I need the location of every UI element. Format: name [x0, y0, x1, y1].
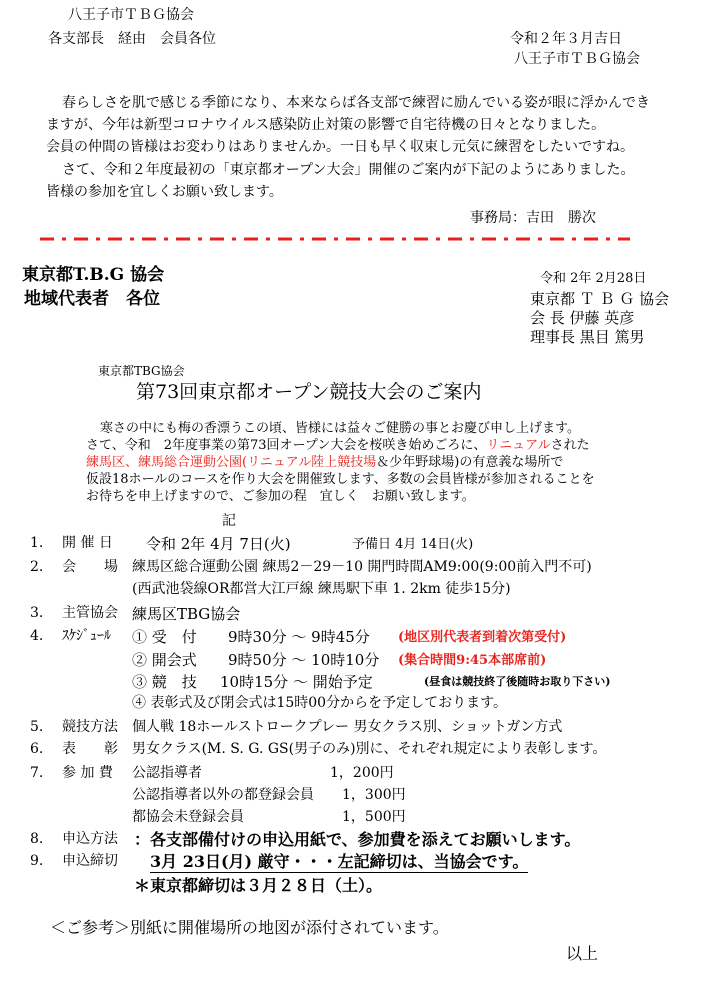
notice-para-line	[86, 437, 590, 454]
item-3	[0, 604, 704, 624]
cut-line-divider	[40, 236, 630, 242]
notice-director: 理事長 黒目 篤男	[530, 328, 645, 346]
item-number: 8.	[30, 831, 44, 847]
item-value: 男女クラス(M. S. G. GS(男子のみ)別に、それぞれ規定により表彰します。	[132, 741, 607, 757]
schedule-note: (昼食は競技終了後随時お取り下さい)	[424, 675, 611, 688]
item-value: 練馬区TBG協会	[132, 605, 241, 623]
fee-value: 1，200円	[330, 765, 394, 781]
schedule-time: 9時30分 ～ 9時45分	[228, 628, 370, 646]
item-5	[0, 718, 704, 738]
schedule-time: 10時15分 ～ 開始予定	[220, 673, 373, 691]
item-number: 6.	[30, 741, 44, 757]
item-label: 参 加 費	[62, 765, 113, 781]
schedule-note: (地区別代表者到着次第受付)	[398, 630, 567, 645]
schedule-row-2	[0, 650, 704, 670]
closing-ijo: 以上	[566, 944, 599, 963]
cover-body-line: ますが、今年は新型コロナウイルス感染防止対策の影響で自宅待機の日々となりました。	[46, 117, 606, 133]
schedule-label: ③ 競 技	[132, 673, 197, 691]
cover-date: 令和２年３月吉日	[510, 31, 622, 47]
cover-body-line: さて、令和２年度最初の「東京都オープン大会」開催のご案内が下記のようにありました。	[62, 162, 635, 178]
notice-addressee-1: 東京都T.B.G 協会	[22, 265, 165, 285]
item-number: 5.	[30, 719, 44, 735]
notice-para-line: 仮設18ホールのコースを作り大会を開催致します、多数の会員皆様が参加されることを	[86, 472, 595, 487]
reference-note: ＜ご参考＞別紙に開催場所の地図が添付されています。	[50, 918, 449, 937]
schedule-note: (集合時間9:45本部席前)	[398, 653, 547, 668]
schedule-time: 9時50分 ～ 10時10分	[228, 651, 380, 669]
notice-para-line	[86, 454, 563, 471]
para-text: ＆少年野球場)の有意義な場所で	[376, 455, 564, 470]
item-label: 申込方法	[62, 831, 118, 847]
item-number: 4.	[30, 628, 44, 644]
notice-date: 令和 2年 2月28日	[540, 271, 647, 286]
item-4	[0, 627, 704, 647]
cover-body-line: 会員の仲間の皆様はお変わりはありませんか。一日も早く収束し元気に練習をしたいですね。	[46, 139, 634, 155]
notice-para-line: 寒さの中にも梅の香漂うこの頃、皆様には益々ご健勝の事とお慶び申し上げます。	[100, 421, 580, 436]
fee-label: 公認指導者	[132, 765, 202, 781]
item-7	[0, 764, 704, 784]
item-label: 会 場	[62, 559, 118, 575]
item-value: ：各支部備付けの申込用紙で、参加費を添えてお願いします。	[134, 830, 581, 849]
secretariat: 事務局：吉田 勝次	[470, 210, 596, 226]
item-2-access: (西武池袋線OR都営大江戸線 練馬駅下車 1. 2km 徒歩15分)	[132, 581, 511, 597]
notice-org: 東京都 Ｔ Ｂ Ｇ 協会	[530, 290, 670, 308]
item-label: 申込締切	[62, 853, 118, 869]
fee-label: 都協会未登録会員	[132, 809, 244, 825]
addressee: 各支部長 経由 会員各位	[48, 31, 216, 47]
item-label: 表 彰	[62, 741, 118, 757]
item-label: 競技方法	[62, 719, 118, 735]
item-number: 3.	[30, 605, 44, 621]
item-value: 練馬区総合運動公園 練馬2－29－10 開門時間AM9:00(9:00前入門不可)	[132, 559, 592, 575]
para-text: された	[550, 438, 590, 453]
item-1	[0, 534, 704, 554]
cover-body-line: 皆様の参加を宜しくお願い致します。	[46, 184, 283, 200]
notice-president: 会 長 伊藤 英彦	[530, 309, 635, 327]
item-number: 7.	[30, 765, 44, 781]
from-org: 八王子市ＴＢＧ協会	[68, 7, 194, 23]
cover-sender: 八王子市ＴＢＧ協会	[514, 51, 640, 67]
notice-para-line: お待ちを申上げますので、ご参加の程 宜しく お願い致します。	[86, 489, 475, 504]
fee-row-2	[0, 786, 704, 806]
fee-value: 1，500円	[342, 809, 406, 825]
item-8	[0, 830, 704, 852]
schedule-row-4: ④ 表彰式及び閉会式は15時00分からを予定しております。	[132, 695, 507, 711]
item-2	[0, 558, 704, 578]
item-value: 令和 2年 4月 7日(火)	[146, 535, 291, 553]
fee-row-3	[0, 808, 704, 828]
item-number: 1.	[30, 535, 44, 551]
item-number: 2.	[30, 559, 44, 575]
item-label: ｽｹｼﾞｭｰﾙ	[62, 628, 111, 644]
notice-addressee-2: 地域代表者 各位	[24, 289, 160, 309]
para-text: さて、令和 2年度事業の第73回オープン大会を桜咲き始めごろに、	[86, 438, 487, 453]
notice-title: 第73回東京都オープン競技大会のご案内	[136, 381, 482, 403]
schedule-label: ② 開会式	[132, 651, 197, 669]
para-highlight: リニュアル	[486, 438, 551, 453]
fee-label: 公認指導者以外の都登録会員	[132, 787, 314, 803]
item-value-sub: 予備日 4月 14日(火)	[352, 537, 474, 552]
schedule-label: ① 受 付	[132, 628, 197, 646]
item-6	[0, 740, 704, 760]
item-value: 個人戦 18ホールストロークプレー 男女クラス別、ショットガン方式	[132, 719, 563, 735]
item-9	[0, 852, 704, 874]
notice-small-org: 東京都TBG協会	[98, 364, 185, 378]
schedule-row-3	[0, 672, 704, 692]
tokyo-deadline: ＊東京都締切は３月２８日（土）。	[134, 876, 383, 895]
item-label: 開 催 日	[62, 535, 113, 551]
item-label: 主管協会	[62, 605, 118, 621]
cover-body-line: 春らしさを肌で感じる季節になり、本来ならば各支部で練習に励んでいる姿が眼に浮かんでき	[62, 95, 650, 111]
item-number: 9.	[30, 853, 44, 869]
para-highlight: 練馬区、練馬総合運動公園(リニュアル陸上競技場	[86, 455, 377, 470]
item-value: 3月 23日(月) 厳守・・・左記締切は、当協会です。	[150, 852, 529, 871]
fee-value: 1，300円	[342, 787, 406, 803]
ki-heading: 記	[222, 513, 236, 529]
